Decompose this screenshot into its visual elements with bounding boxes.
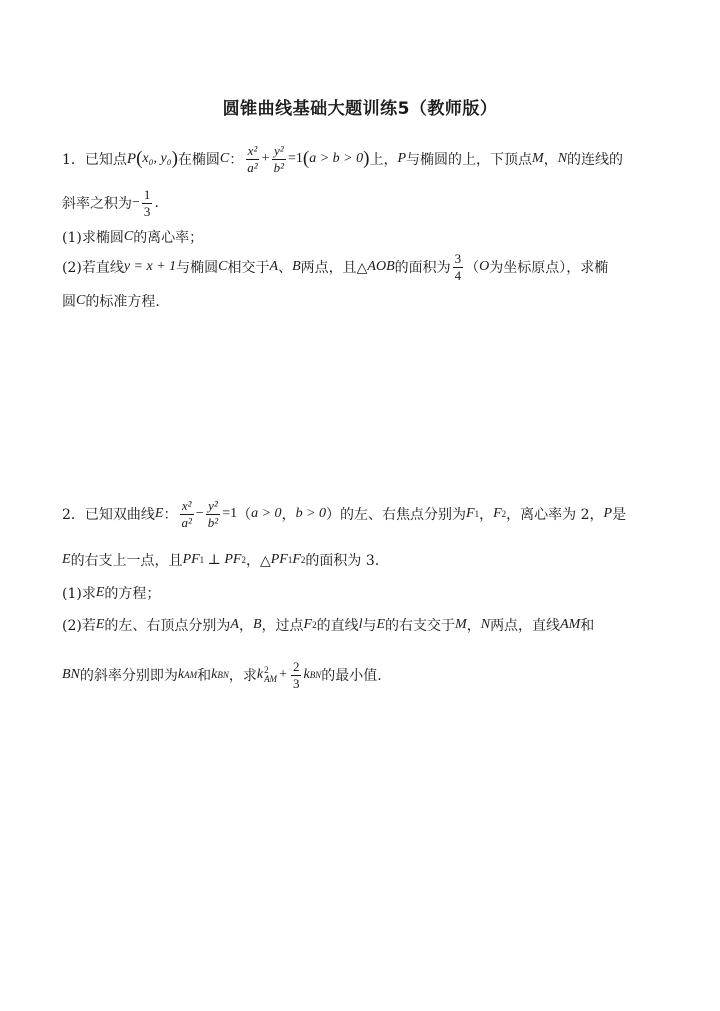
paren-open: ( <box>302 148 310 169</box>
text: 的最小值. <box>321 668 382 684</box>
frac-numerator: y² <box>273 142 284 158</box>
condition-b: b > 0 <box>295 506 327 521</box>
line-equation: y = x + 1 <box>123 259 177 274</box>
triangle-PF1F2-F: F <box>292 552 301 567</box>
text: 的右支交于 <box>385 618 456 634</box>
frac-denominator: a² <box>181 514 192 530</box>
point-M: M <box>532 151 544 166</box>
text: 的斜率分别即为 <box>79 668 178 684</box>
slope-k-BN: k <box>303 667 310 682</box>
frac-denominator: a² <box>247 159 258 175</box>
triangle-PF1F2: PF <box>270 552 288 567</box>
problem1-line2 <box>62 186 159 220</box>
problem2-sub2-line1: (2)若 E 的左、右顶点分别为 A ， B ，过点 F 2 的直线 l 与 E 的右支交于 M ， N 两点，直线 AM 和 <box>62 617 595 634</box>
text: ，△ <box>245 553 271 569</box>
text: (2)若 <box>62 618 96 634</box>
slope-k-AM-squared: k <box>256 667 264 682</box>
frac-denominator: 4 <box>454 267 462 283</box>
text: (1)求椭圆 <box>62 230 124 246</box>
point-B: B <box>252 617 262 632</box>
comma: ， <box>238 618 253 634</box>
text: 与椭圆 <box>176 260 219 276</box>
point-N: N <box>480 617 491 632</box>
point-N: N <box>557 151 568 166</box>
text: 是 <box>612 507 627 523</box>
point-A: A <box>269 259 279 274</box>
text: 和 <box>197 668 212 684</box>
problem2-line1: 2．已知双曲线 E ： $\frac{\text{x²}}{\text{a²}}$ − $\frac{\text{y²}}{\text{b²}}$ =1 （ a > 0 ， b > 0 ） 的左、右焦点分别为 F 1 ， F 2 ，离心率为 2， P 是 <box>62 497 627 530</box>
curve-C: C <box>218 259 228 274</box>
text: ，求 <box>228 668 257 684</box>
frac-numerator: x² <box>247 142 258 158</box>
curve-E: E <box>62 552 71 567</box>
text: 相交于 <box>227 260 270 276</box>
text: 的连线的 <box>567 152 624 168</box>
sup-sub-stack <box>264 666 277 684</box>
point-A: A <box>230 617 239 632</box>
paren-open: （ <box>465 260 480 276</box>
point-coords: x₀, y₀ <box>142 151 172 166</box>
text: 为坐标原点），求椭 <box>489 260 609 276</box>
comma: ， <box>543 152 558 168</box>
origin-O: O <box>479 259 490 274</box>
frac-denominator: 3 <box>143 203 151 219</box>
frac-denominator: b² <box>207 514 219 530</box>
page-title: 圆锥曲线基础大题训练5（教师版） <box>222 99 498 119</box>
segment-PF1: PF <box>182 552 200 567</box>
problem2-sub2-line2: BN 的斜率分别即为 k AM 和 k BN ，求 k 2 AM + $\frac{2}{3}$ k BN 的最小值. <box>62 658 382 691</box>
slope-k-AM: k <box>177 667 185 682</box>
text: 的右支上一点，且 <box>70 553 183 569</box>
frac-numerator: 1 <box>143 186 151 202</box>
text: 的左、右焦点分别为 <box>340 507 467 523</box>
text: ，离心率为 2， <box>506 507 604 523</box>
separator: ， <box>281 507 296 523</box>
problem1-sub2-line1 <box>62 248 608 286</box>
text: ，过点 <box>261 618 304 634</box>
text: 的左、右顶点分别为 <box>104 618 231 634</box>
problem2-line2: E 的右支上一点，且 PF 1 ⊥ PF 2 ，△ PF 1 F 2 的面积为 3. <box>62 552 380 569</box>
line-l: l <box>358 617 363 632</box>
fraction-one-third <box>142 188 153 218</box>
point-P: P <box>126 150 137 167</box>
point-P: P <box>603 506 613 521</box>
subscript: AM <box>264 674 278 684</box>
text: (2)若直线 <box>62 260 124 276</box>
problem2-sub1 <box>62 582 160 604</box>
text: 圆 <box>62 294 76 310</box>
comma: ， <box>479 507 494 523</box>
curve-C: C <box>76 293 86 308</box>
plus-sign: + <box>261 151 270 166</box>
slope-k-BN: k <box>211 667 218 682</box>
point-B: B <box>292 259 301 274</box>
paren-open: （ <box>237 507 252 523</box>
text: 的面积为 3. <box>305 553 380 569</box>
minus-sign: − <box>195 506 204 521</box>
frac-numerator: 3 <box>454 250 462 266</box>
line-AM: AM <box>560 617 581 632</box>
curve-E: E <box>95 585 105 600</box>
curve-E: E <box>154 506 164 521</box>
fraction-y2-b2 <box>272 144 286 174</box>
text: (1)求 <box>62 586 96 602</box>
colon: ： <box>163 507 178 523</box>
problem1-number: 1．已知点 <box>62 152 127 168</box>
point-M: M <box>455 617 467 632</box>
focus-F2: F <box>493 506 502 521</box>
paren-close: ) <box>171 148 178 169</box>
fraction-y2-b2 <box>206 499 220 529</box>
focus-F1: F <box>466 506 475 521</box>
curve-E: E <box>376 617 386 632</box>
focus-F2: F <box>303 617 313 632</box>
text: 两点，直线 <box>490 618 561 634</box>
fraction-three-quarters <box>453 252 464 282</box>
problem1-sub2-line2 <box>62 290 160 312</box>
frac-numerator: x² <box>181 497 192 513</box>
superscript: 2 <box>264 665 269 675</box>
condition-a: a > 0 <box>251 506 282 521</box>
text: 与 <box>362 618 377 634</box>
condition: a > b > 0 <box>309 151 364 166</box>
text: 斜率之积为 <box>62 196 132 212</box>
frac-denominator: 3 <box>292 675 300 691</box>
frac-denominator: b² <box>273 159 284 175</box>
text: 的离心率； <box>133 230 204 246</box>
equals-one: =1 <box>222 506 238 521</box>
paren-close: ) <box>363 148 370 169</box>
text: 两点，且△ <box>300 260 368 276</box>
period: . <box>154 195 159 211</box>
separator: 、 <box>278 260 293 276</box>
problem1-sub1 <box>62 226 203 248</box>
curve-C: C <box>123 229 134 244</box>
equals-one: =1 <box>287 151 303 166</box>
problem1-line1 <box>62 142 623 176</box>
text: 和 <box>580 618 595 634</box>
text: 的方程； <box>104 586 161 602</box>
fraction-two-thirds <box>291 660 302 690</box>
curve-C: C <box>219 151 230 166</box>
text: 与椭圆的上，下顶点 <box>406 152 533 168</box>
text: 上， <box>369 152 398 168</box>
fraction-x2-a2 <box>179 499 193 529</box>
fraction-x2-a2 <box>245 144 259 174</box>
text-in-ellipse: 在椭圆 <box>177 152 220 168</box>
point-P: P <box>397 151 407 166</box>
problem2-number: 2．已知双曲线 <box>62 507 155 523</box>
text: 的面积为 <box>394 260 451 276</box>
triangle-AOB: AOB <box>367 259 395 274</box>
paren-close: ） <box>326 507 341 523</box>
plus-sign: + <box>279 667 287 682</box>
minus-sign: − <box>132 195 140 210</box>
text: 的标准方程. <box>85 294 160 310</box>
segment-PF2: PF <box>224 552 242 567</box>
text: 的直线 <box>316 618 359 634</box>
line-BN: BN <box>62 667 80 682</box>
comma: ， <box>466 618 481 634</box>
paren-open: ( <box>136 148 143 169</box>
perp-sign: ⊥ <box>204 552 225 568</box>
colon: ： <box>229 152 244 168</box>
curve-E: E <box>95 617 105 632</box>
frac-numerator: y² <box>208 497 218 513</box>
frac-numerator: 2 <box>292 658 300 674</box>
